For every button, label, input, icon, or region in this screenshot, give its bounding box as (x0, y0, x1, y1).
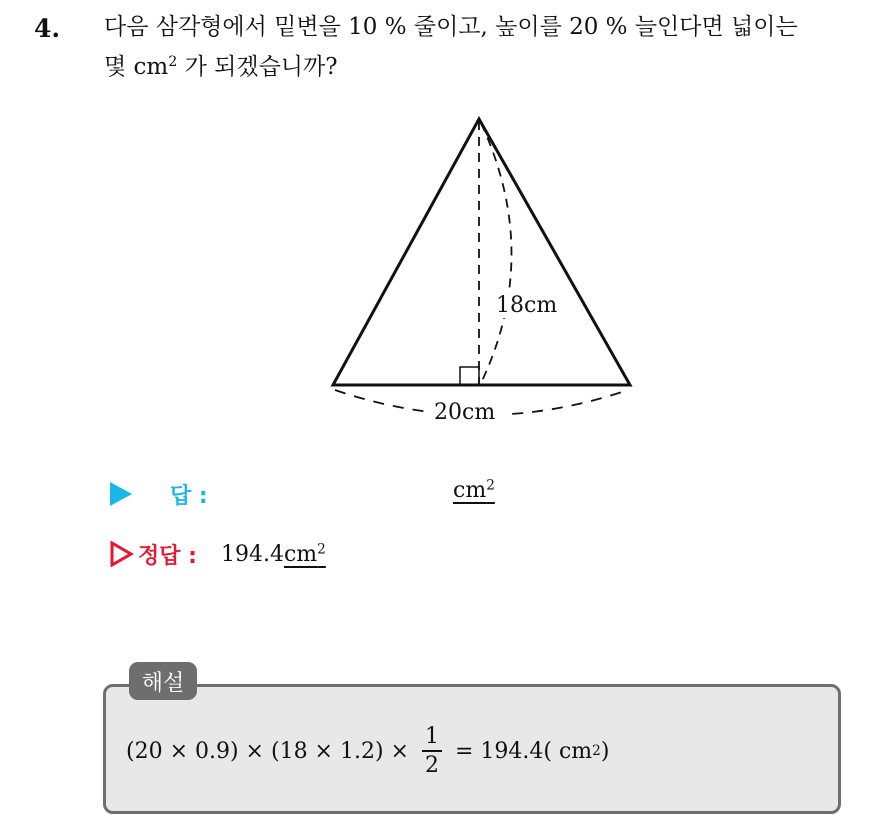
triangle-shape (333, 119, 630, 385)
correct-answer-unit (284, 542, 326, 567)
formula-right: = 194.4( cm (447, 738, 593, 764)
right-angle-mark (460, 367, 479, 385)
height-brace (481, 123, 512, 383)
correct-answer-row (110, 538, 326, 570)
fraction-bar (422, 750, 442, 752)
answer-label: 답 : (170, 483, 208, 509)
height-label: 18cm (496, 293, 558, 318)
play-triangle-icon (110, 482, 132, 506)
explanation-tab: 해설 (129, 662, 197, 700)
formula-left: (20 × 0.9) × (18 × 1.2) × (126, 738, 416, 764)
formula-close: ) (600, 738, 610, 764)
explanation-formula: (20 × 0.9) × (18 × 1.2) × $\frac{1}{2}$ = 194.4( cm 2 ) (126, 724, 610, 778)
question-text-unit: 몇 cm (104, 54, 169, 80)
question-number: 4. (34, 14, 61, 43)
answer-row (110, 478, 208, 510)
question-text-exponent: 2 (168, 54, 178, 71)
answer-unit-exponent: 2 (486, 477, 495, 494)
correct-unit-text: cm (283, 541, 318, 567)
correct-answer-label: 정답 : (138, 543, 197, 569)
outline-triangle-icon (110, 541, 134, 567)
question-text-end: 가 되겠습니까? (177, 54, 338, 80)
formula-fraction (422, 725, 442, 777)
answer-unit (453, 478, 495, 503)
fraction-denominator: 2 (424, 752, 439, 778)
answer-unit-text: cm (453, 478, 487, 503)
correct-answer-value: 194.4 (220, 541, 284, 567)
correct-unit-exponent: 2 (317, 541, 326, 557)
question-text-line1: 다음 삼각형에서 밑변을 10 % 줄이고, 높이를 20 % 늘인다면 넓이는 (104, 14, 798, 40)
base-label: 20cm (434, 400, 496, 425)
fraction-numerator: 1 (424, 724, 439, 750)
